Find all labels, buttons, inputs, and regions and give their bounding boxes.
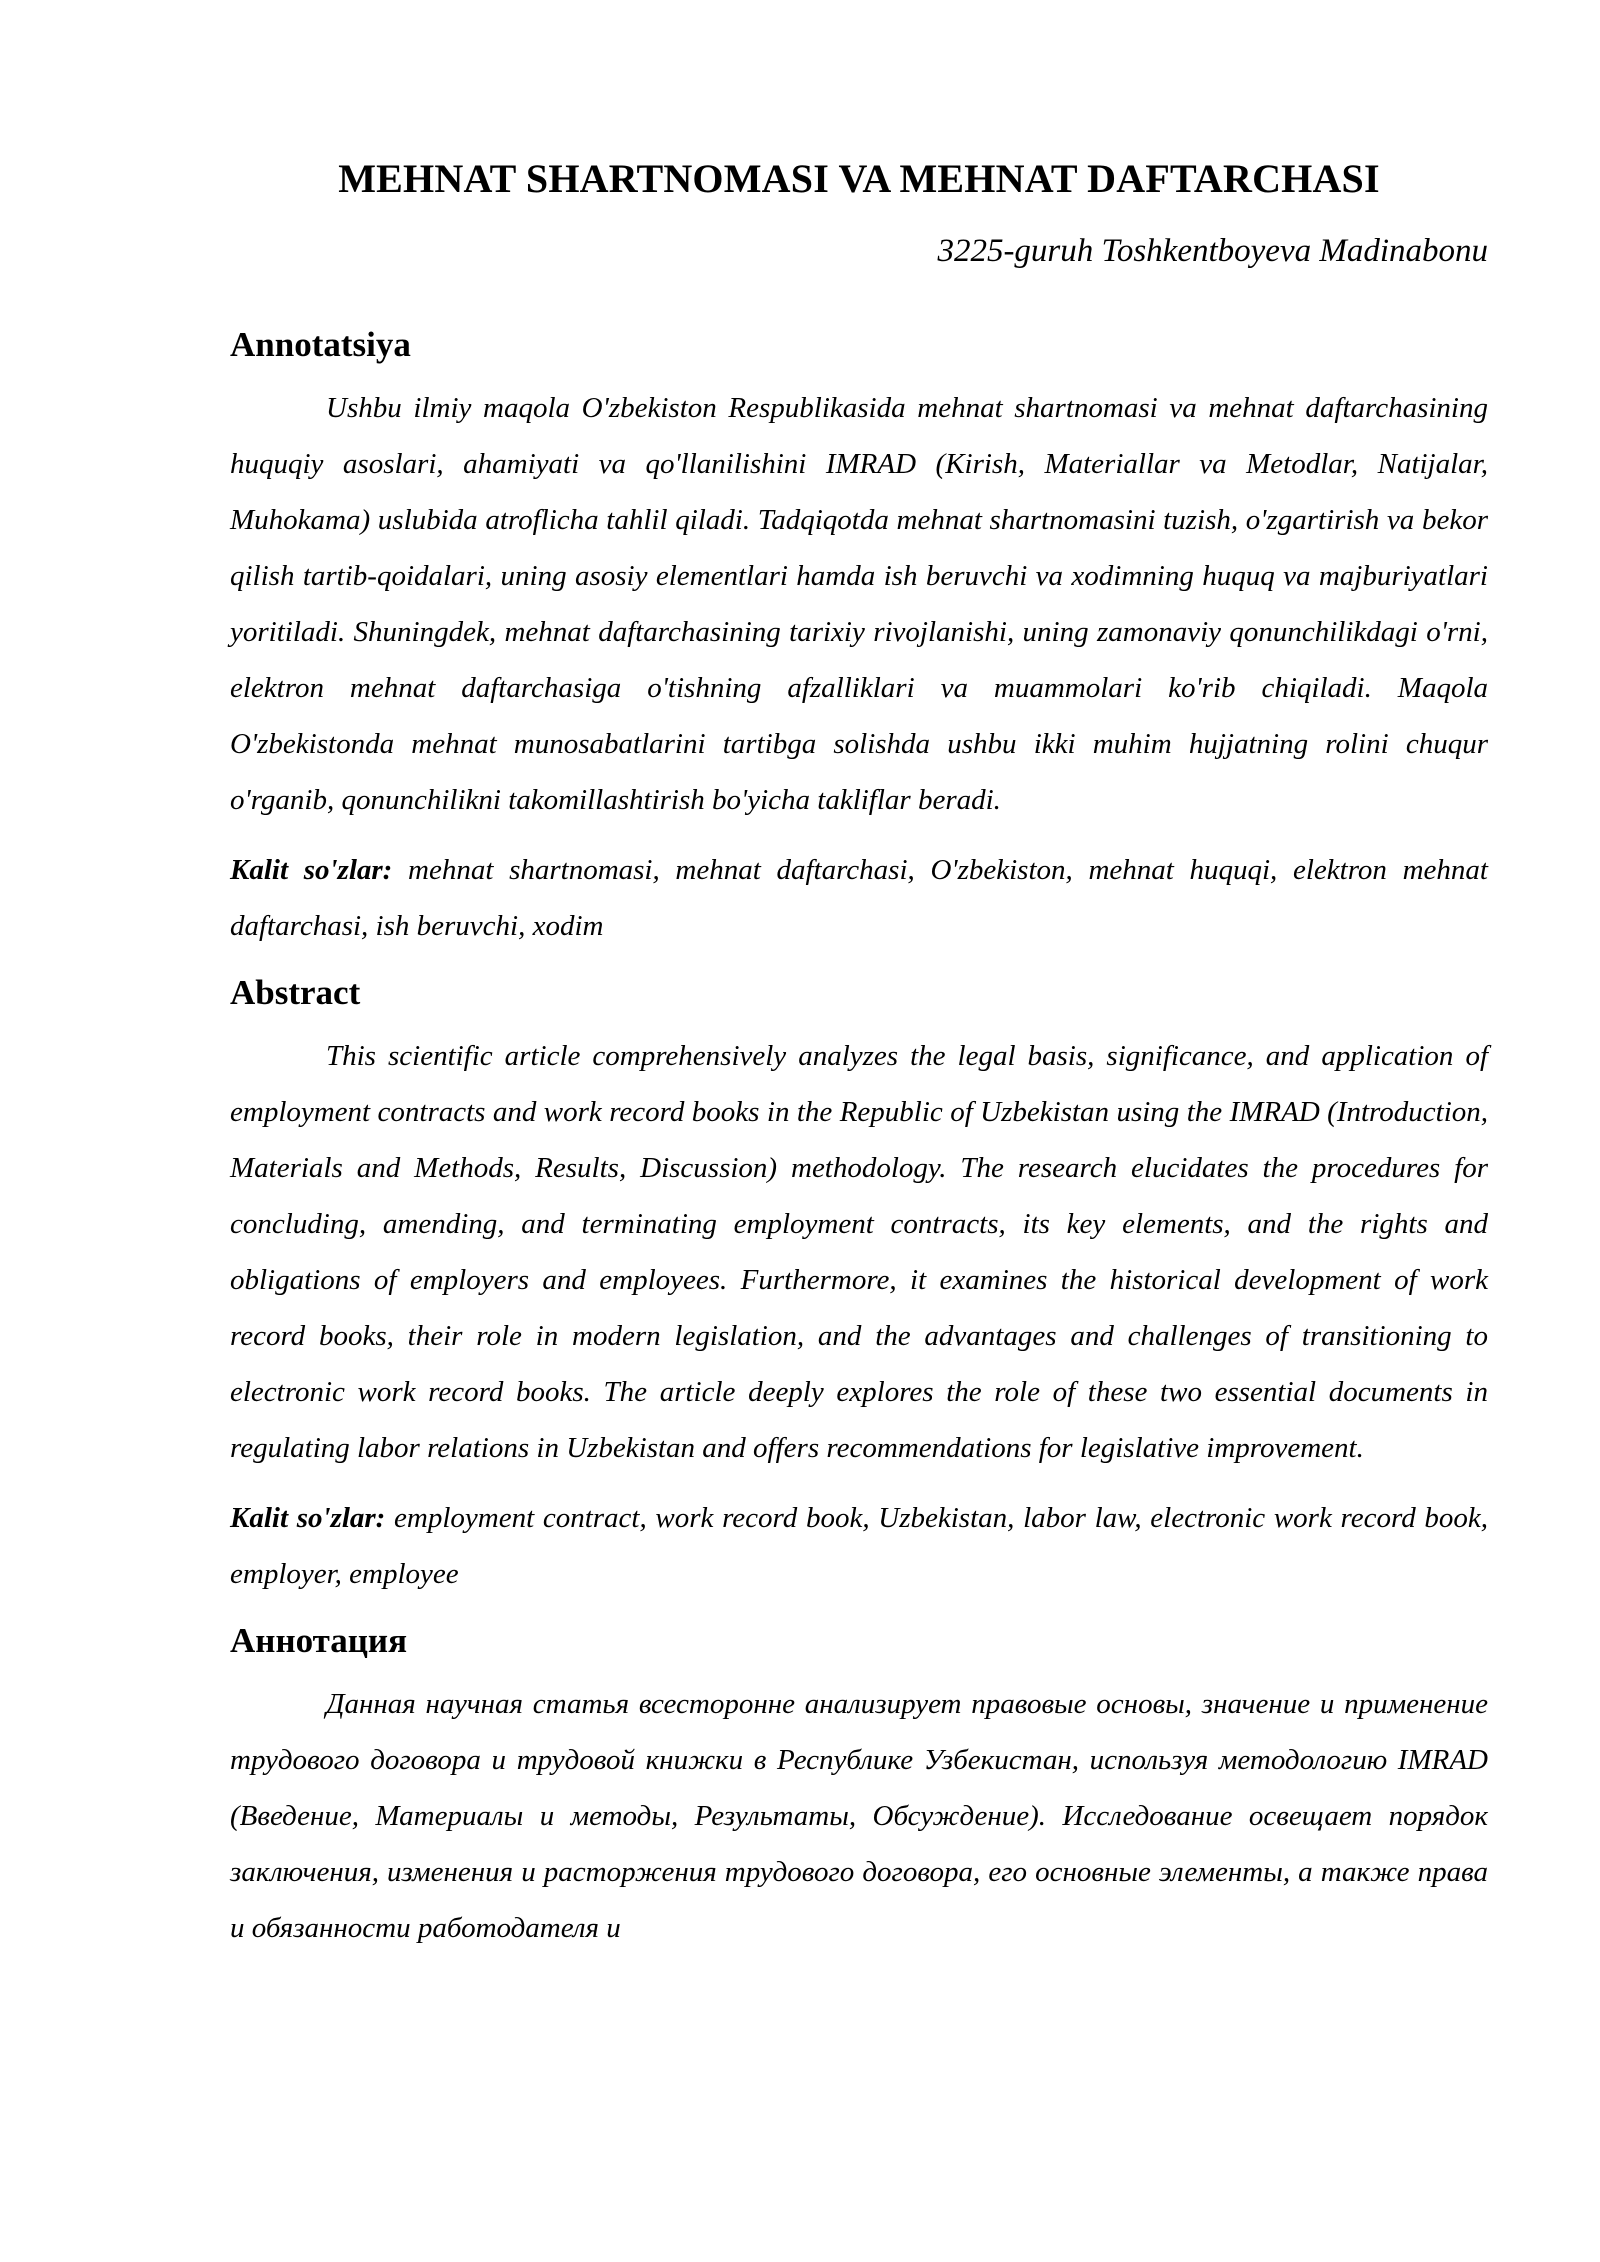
keywords-text: mehnat shartnomasi, mehnat daftarchasi, O'zbekiston, mehnat huquqi, elektron mehnat daftarchasi, ish beruvchi, xodim bbox=[230, 854, 1488, 942]
annotatsiya-heading: Annotatsiya bbox=[230, 325, 411, 364]
paper-title: MEHNAT SHARTNOMASI VA MEHNAT DAFTARCHASI bbox=[338, 156, 1380, 201]
abstract-body: This scientific article comprehensively analyzes the legal basis, significance, and application of employment contracts and work record books in the Republic of Uzbekistan using the IMRAD (Introduction, Materials and Methods, Results, Discussion) methodology. The research elucidates the procedures for concluding, amending, and terminating employment contracts, its key elements, and the rights and obligations of employers and employees. Furthermore, it examines the historical development of work record books, their role in modern legislation, and the advantages and challenges of transitioning to electronic work record books. The article deeply explores the role of these two essential documents in regulating labor relations in Uzbekistan and offers recommendations for legislative improvement. bbox=[230, 1040, 1488, 1464]
paper-page bbox=[230, 150, 1488, 1956]
keywords-text: employment contract, work record book, Uzbekistan, labor law, electronic work record book, employer, employee bbox=[230, 1502, 1488, 1590]
annotatsiya-ru-heading: Аннотация bbox=[230, 1621, 408, 1660]
annotatsiya-ru-body: Данная научная статья всесторонне анализирует правовые основы, значение и применение трудового договора и трудовой книжки в Республике Узбекистан, используя методологию IMRAD (Введение, Материалы и методы, Результаты, Обсуждение). Исследование освещает порядок заключения, изменения и расторжения трудового договора, его основные элементы, а также права и обязанности работодателя и bbox=[230, 1688, 1488, 1944]
annotatsiya-body: Ushbu ilmiy maqola O'zbekiston Respublikasida mehnat shartnomasi va mehnat daftarchasining huquqiy asoslari, ahamiyati va qo'llanilishini IMRAD (Kirish, Materiallar va Metodlar, Natijalar, Muhokama) uslubida atroflicha tahlil qiladi. Tadqiqotda mehnat shartnomasini tuzish, o'zgartirish va bekor qilish tartib-qoidalari, uning asosiy elementlari hamda ish beruvchi va xodimning huquq va majburiyatlari yoritiladi. Shuningdek, mehnat daftarchasining tarixiy rivojlanishi, uning zamonaviy qonunchilikdagi o'rni, elektron mehnat daftarchasiga o'tishning afzalliklari va muammolari ko'rib chiqiladi. Maqola O'zbekistonda mehnat munosabatlarini tartibga solishda ushbu ikki muhim hujjatning rolini chuqur o'rganib, qonunchilikni takomillashtirish bo'yicha takliflar beradi. bbox=[230, 392, 1488, 816]
abstract-keywords bbox=[230, 1490, 1488, 1602]
abstract-heading: Abstract bbox=[230, 973, 361, 1012]
keywords-label: Kalit so'zlar: bbox=[230, 854, 393, 886]
keywords-label: Kalit so'zlar: bbox=[230, 1502, 386, 1534]
author-line: 3225-guruh Toshkentboyeva Madinabonu bbox=[937, 233, 1488, 269]
annotatsiya-keywords bbox=[230, 842, 1488, 954]
